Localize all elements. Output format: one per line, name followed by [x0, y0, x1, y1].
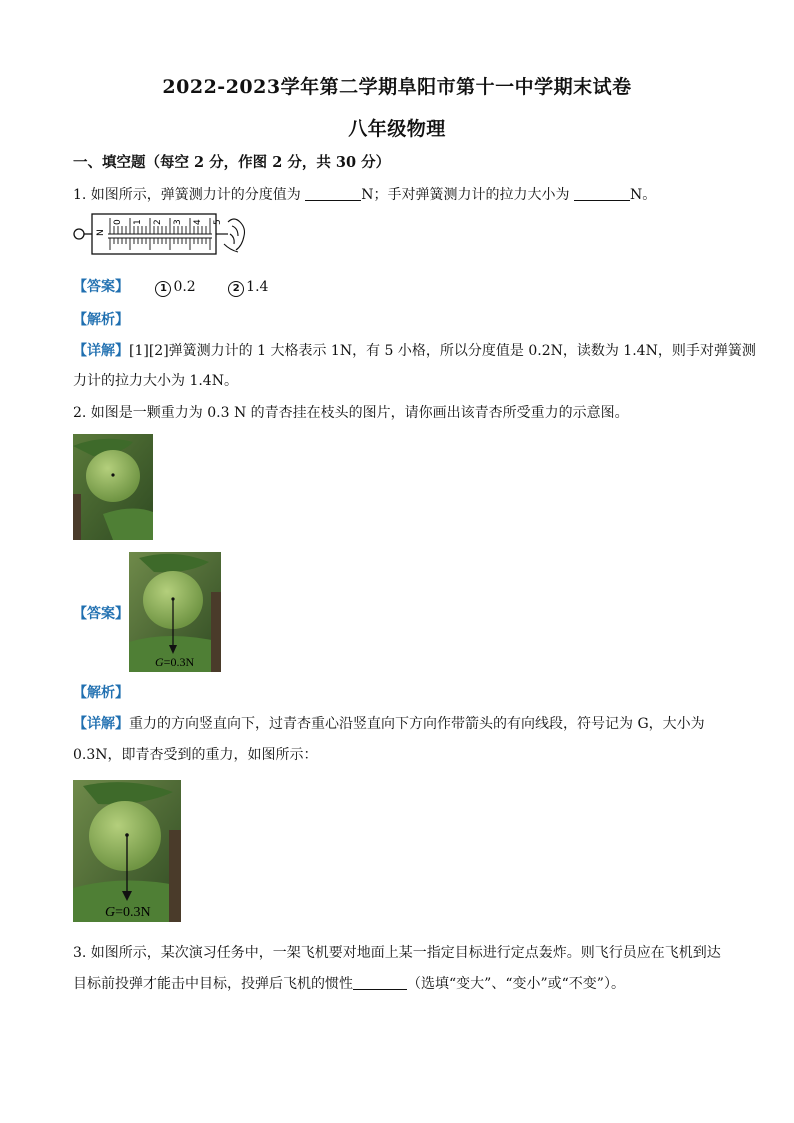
q2-detail-line-2: 0.3N，即青杏受到的重力，如图所示： [73, 747, 318, 763]
scale-ring [74, 229, 84, 239]
detail-tag: 【详解】 [73, 343, 129, 359]
question-2: 2. 如图是一颗重力为 0.3 N 的青杏挂在枝头的图片，请你画出该青杏所受重力的示意图。 [73, 405, 629, 421]
q3-blank[interactable] [353, 975, 407, 990]
center-of-gravity-dot [111, 473, 114, 476]
question-1 [73, 184, 656, 204]
q1-text-c: N。 [629, 187, 657, 203]
scale-number: 1 [133, 219, 143, 225]
q1-text-b: N；手对弹簧测力计的拉力大小为 [361, 187, 574, 203]
q3-text-b: （选填“变大”、“变小”或“不变”）。 [407, 976, 625, 992]
apricot-photo-answer [129, 552, 221, 672]
q1-detail-line-1 [73, 340, 756, 360]
q1-blank-1[interactable] [305, 186, 361, 201]
q2-detail-text-1: 重力的方向竖直向下，过青杏重心沿竖直向下方向作带箭头的有向线段，符号记为 G，大小为 [129, 716, 705, 732]
section-heading: 一、填空题（每空 2 分，作图 2 分，共 30 分） [73, 154, 391, 171]
apricot-photo-explanation [73, 780, 181, 922]
question-3-line-1: 3. 如图所示，某次演习任务中，一架飞机要对地面上某一指定目标进行定点轰炸。则飞行员应在飞机到达 [73, 945, 721, 961]
q1-text-a: 1. 如图所示，弹簧测力计的分度值为 [73, 187, 306, 203]
q3-text-a: 目标前投弹才能击中目标，投弹后飞机的惯性 [73, 976, 353, 992]
answer-tag: 【答案】 [73, 279, 129, 295]
q1-blank-2[interactable] [574, 186, 630, 201]
answer-value-2: 1.4 [246, 279, 269, 295]
scale-number: 4 [193, 219, 203, 225]
exam-title: 2022-2023学年第二学期阜阳市第十一中学期末试卷 [162, 76, 632, 98]
scale-number: 0 [113, 219, 123, 225]
q2-detail-line-1 [73, 713, 705, 733]
analysis-tag: 【解析】 [73, 312, 129, 328]
scale-number: 2 [153, 219, 163, 225]
answer-value-1: 0.2 [173, 279, 196, 295]
spring-scale-figure [72, 208, 252, 258]
scale-unit-label: N [96, 229, 106, 236]
gravity-label: G=0.3N [155, 655, 195, 669]
q2-detail-tag: 【详解】 [73, 716, 129, 732]
gravity-label-2: G=0.3N [105, 905, 151, 920]
hand-icon [224, 219, 245, 252]
q1-detail-text-1: [1][2]弹簧测力计的 1 大格表示 1N，有 5 小格，所以分度值是 0.2N，读数为 1.4N，则手对弹簧测 [129, 343, 756, 359]
apricot-photo-question [73, 434, 153, 540]
q2-analysis-tag: 【解析】 [73, 685, 129, 701]
scale-number: 5 [213, 219, 223, 225]
q2-answer-tag: 【答案】 [73, 606, 129, 622]
exam-subtitle: 八年级物理 [348, 118, 446, 140]
answer-marker-1: 1 [155, 281, 171, 297]
q1-answer-row [73, 276, 268, 297]
answer-marker-2: 2 [228, 281, 244, 297]
question-3-line-2 [73, 973, 625, 993]
scale-number: 3 [173, 219, 183, 225]
q1-detail-line-2: 力计的拉力大小为 1.4N。 [73, 373, 238, 389]
